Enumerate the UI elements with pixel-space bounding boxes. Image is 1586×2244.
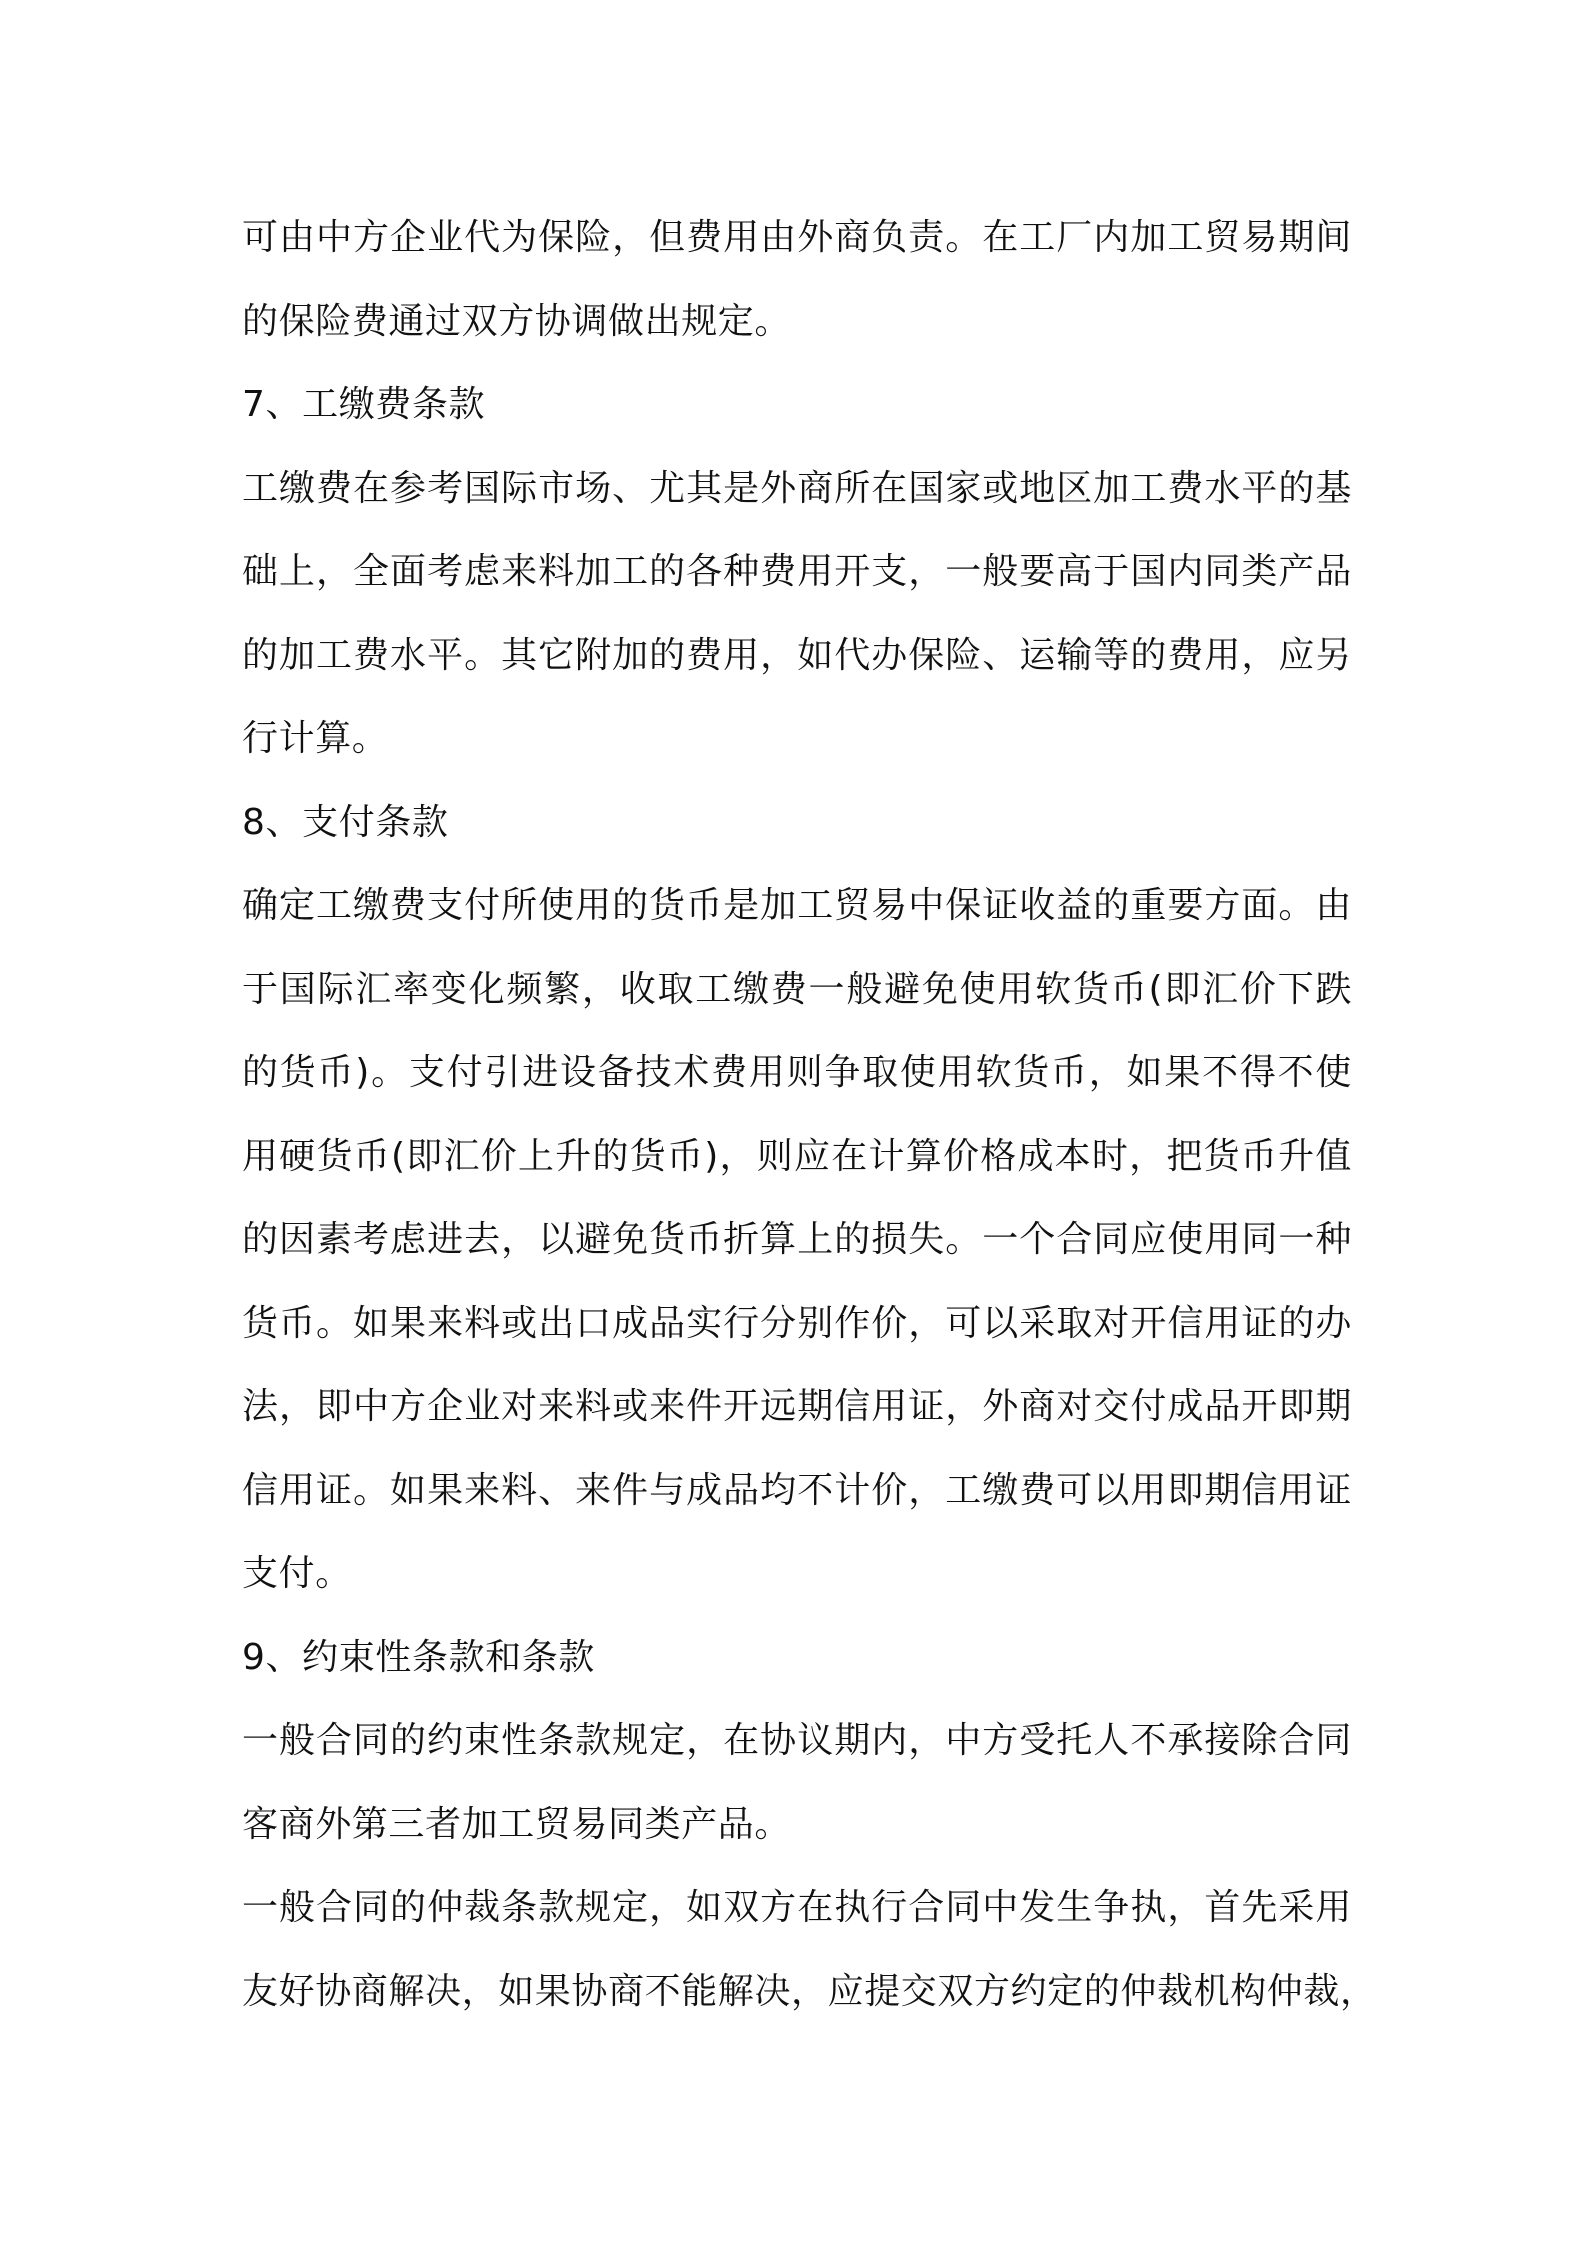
text-line: 的加工费水平。其它附加的费用，如代办保险、运输等的费用，应另 bbox=[242, 634, 1352, 676]
text-line: 法，即中方企业对来料或来件开远期信用证，外商对交付成品开即期 bbox=[242, 1386, 1352, 1427]
text-line: 于国际汇率变化频繁，收取工缴费一般避免使用软货币(即汇价下跌 bbox=[242, 968, 1352, 1010]
text-line: 一般合同的仲裁条款规定，如双方在执行合同中发生争执，首先采用 bbox=[242, 1887, 1352, 1928]
text-line: 货币。如果来料或出口成品实行分别作价，可以采取对开信用证的办 bbox=[242, 1302, 1352, 1344]
section-heading: 8、支付条款 bbox=[242, 801, 449, 843]
document-body bbox=[242, 196, 1377, 2033]
text-line: 支付。 bbox=[242, 1553, 352, 1594]
text-line: 用硬货币(即汇价上升的货币)，则应在计算价格成本时，把货币升值 bbox=[242, 1135, 1352, 1177]
text-line: 础上，全面考虑来料加工的各种费用开支，一般要高于国内同类产品 bbox=[242, 551, 1352, 592]
text-line: 信用证。如果来料、来件与成品均不计价，工缴费可以用即期信用证 bbox=[242, 1469, 1352, 1511]
text-line: 确定工缴费支付所使用的货币是加工贸易中保证收益的重要方面。由 bbox=[242, 885, 1352, 926]
text-line: 友好协商解决，如果协商不能解决，应提交双方约定的仲裁机构仲裁， bbox=[242, 1970, 1377, 2012]
text-line: 的因素考虑进去，以避免货币折算上的损失。一个合同应使用同一种 bbox=[242, 1219, 1352, 1260]
text-line: 可由中方企业代为保险，但费用由外商负责。在工厂内加工贸易期间 bbox=[242, 217, 1352, 258]
text-line: 工缴费在参考国际市场、尤其是外商所在国家或地区加工费水平的基 bbox=[242, 467, 1352, 509]
text-line: 的保险费通过双方协调做出规定。 bbox=[242, 300, 792, 342]
section-heading: 7、工缴费条款 bbox=[242, 384, 486, 425]
text-line: 的货币)。支付引进设备技术费用则争取使用软货币，如果不得不使 bbox=[242, 1052, 1352, 1093]
text-line: 行计算。 bbox=[242, 718, 389, 759]
text-line: 一般合同的约束性条款规定，在协议期内，中方受托人不承接除合同 bbox=[242, 1720, 1352, 1761]
section-heading: 9、约束性条款和条款 bbox=[242, 1636, 595, 1678]
text-line: 客商外第三者加工贸易同类产品。 bbox=[242, 1803, 792, 1845]
